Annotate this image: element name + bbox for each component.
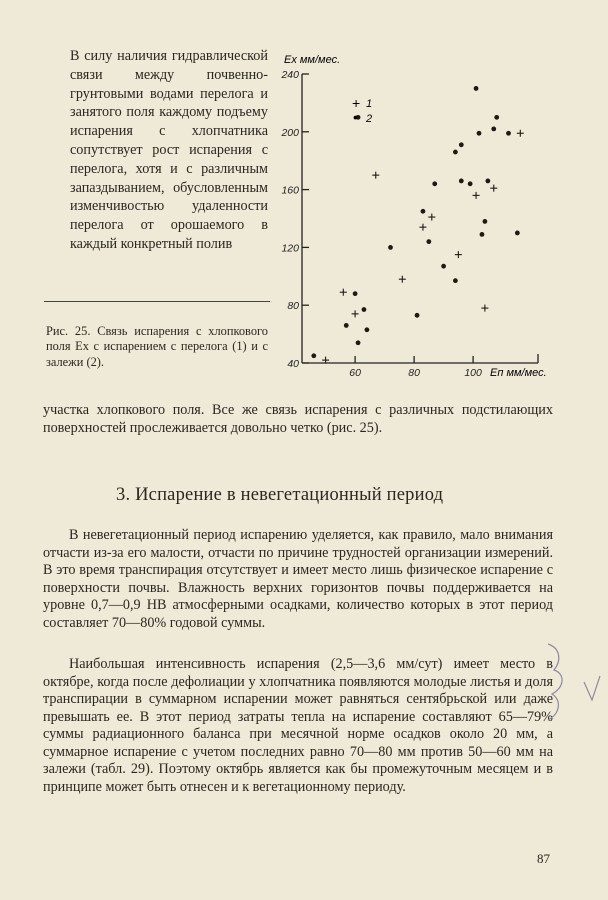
data-point-plus: [517, 130, 524, 137]
data-point-dot: [415, 313, 420, 318]
data-point-dot: [483, 219, 488, 224]
legend-marker-2: •: [353, 109, 358, 125]
y-tick-label: 80: [287, 300, 299, 313]
y-tick-label: 200: [281, 126, 299, 139]
data-point-plus: [490, 185, 497, 192]
data-point-dot: [485, 179, 490, 184]
data-point-dot: [388, 245, 393, 250]
pencil-margin-mark: [540, 640, 608, 740]
data-point-dot: [453, 150, 458, 155]
scatter-chart: [272, 38, 572, 383]
y-tick-label: 40: [287, 358, 299, 370]
data-point-dot: [426, 239, 431, 244]
page-number: 87: [537, 851, 550, 866]
paragraph-nonvegetation: В невегетационный период испарению уделяется, как правило, мало внимания отчасти из-за его малости, отчасти по причине трудностей организации измерений. В это время транспирация отсутствует и имеет место лишь физическое испарение с поверхности почвы. Влажность верхних горизонтов почвы поддерживается на уровне 0,7—0,9 НВ атмосферными осадками, количество которых в этот период составляет 70—80% годовой суммы.: [43, 527, 553, 631]
data-point-dot: [441, 264, 446, 269]
caption-divider: [44, 301, 270, 302]
data-point-dot: [459, 142, 464, 147]
data-point-dot: [459, 179, 464, 184]
x-tick-label: 60: [349, 367, 361, 379]
x-tick-label: 80: [408, 367, 420, 379]
continuation-paragraph: участка хлопкового поля. Все же связь испарения с различных подстилающих поверхностей прослеживается довольно четко (рис. 25).: [43, 402, 553, 436]
data-point-plus: [399, 276, 406, 283]
data-point-plus: [473, 192, 480, 199]
data-point-plus: [419, 224, 426, 231]
data-point-plus: [352, 310, 359, 317]
y-tick-label: 160: [281, 184, 299, 197]
data-point-dot: [353, 291, 358, 296]
legend: [352, 95, 372, 125]
data-point-dot: [362, 307, 367, 312]
data-point-dot: [356, 340, 361, 345]
x-axis-label: Eп мм/мес.: [490, 367, 547, 379]
data-point-dot: [421, 209, 426, 214]
intro-paragraph: В силу наличия гидравлической связи между почвенно-грунтовыми водами перелога и занятого поля каждому подъему испарения с хлопчатника сопутствует рост испарения с перелога, хотя и с различным запаздыванием, обусловленным изменчивостью удаленности перелога от орошаемого в каждый конкретный полив: [70, 48, 268, 252]
data-point-plus: [455, 251, 462, 258]
data-point-dot: [494, 115, 499, 120]
data-point-plus: [372, 172, 379, 179]
legend-label-2: 2: [366, 113, 373, 125]
data-point-dot: [506, 131, 511, 136]
y-axis-label: Ex мм/мес.: [284, 54, 341, 66]
data-point-dot: [344, 323, 349, 328]
section-heading: 3. Испарение в невегетационный период: [116, 485, 444, 505]
data-point-dot: [311, 353, 316, 358]
data-point-plus: [481, 305, 488, 312]
data-points: [311, 86, 523, 364]
data-point-dot: [515, 231, 520, 236]
x-tick-label: 100: [464, 367, 482, 379]
data-point-dot: [432, 181, 437, 186]
data-point-dot: [474, 86, 479, 91]
data-point-dot: [480, 232, 485, 237]
legend-label-1: 1: [366, 98, 373, 110]
data-point-plus: [428, 214, 435, 221]
data-point-dot: [453, 278, 458, 283]
figure-caption: Рис. 25. Связь испарения с хлопкового поля Eх с испарением с перелога (1) и с залежи (2).: [46, 324, 268, 369]
y-ticks: [280, 69, 309, 370]
data-point-dot: [468, 181, 473, 186]
legend-marker-1: +: [352, 95, 361, 111]
data-point-plus: [340, 289, 347, 296]
chart-axes: [302, 74, 538, 363]
data-point-dot: [491, 127, 496, 132]
y-tick-label: 240: [281, 69, 299, 81]
data-point-dot: [477, 131, 482, 136]
paragraph-october: Наибольшая интенсивность испарения (2,5—3,6 мм/сут) имеет место в октябре, когда после дефолиации у хлопчатника появляются молодые листья и доля транспирации в суммарном испарении может равняться сентябрьской или даже превышать ее. В этот период затраты тепла на испарение составляют 65—79% суммы радиационного баланса при месячной норме осадков около 20 мм, а суммарное испарение с учетом последних равно 70—80 мм против 50—60 мм на залежи (табл. 29). Поэтому октябрь является как бы промежуточным месяцем и в принципе может быть отнесен и к вегетационному периоду.: [43, 656, 553, 795]
data-point-dot: [365, 327, 370, 332]
y-tick-label: 120: [281, 242, 299, 255]
